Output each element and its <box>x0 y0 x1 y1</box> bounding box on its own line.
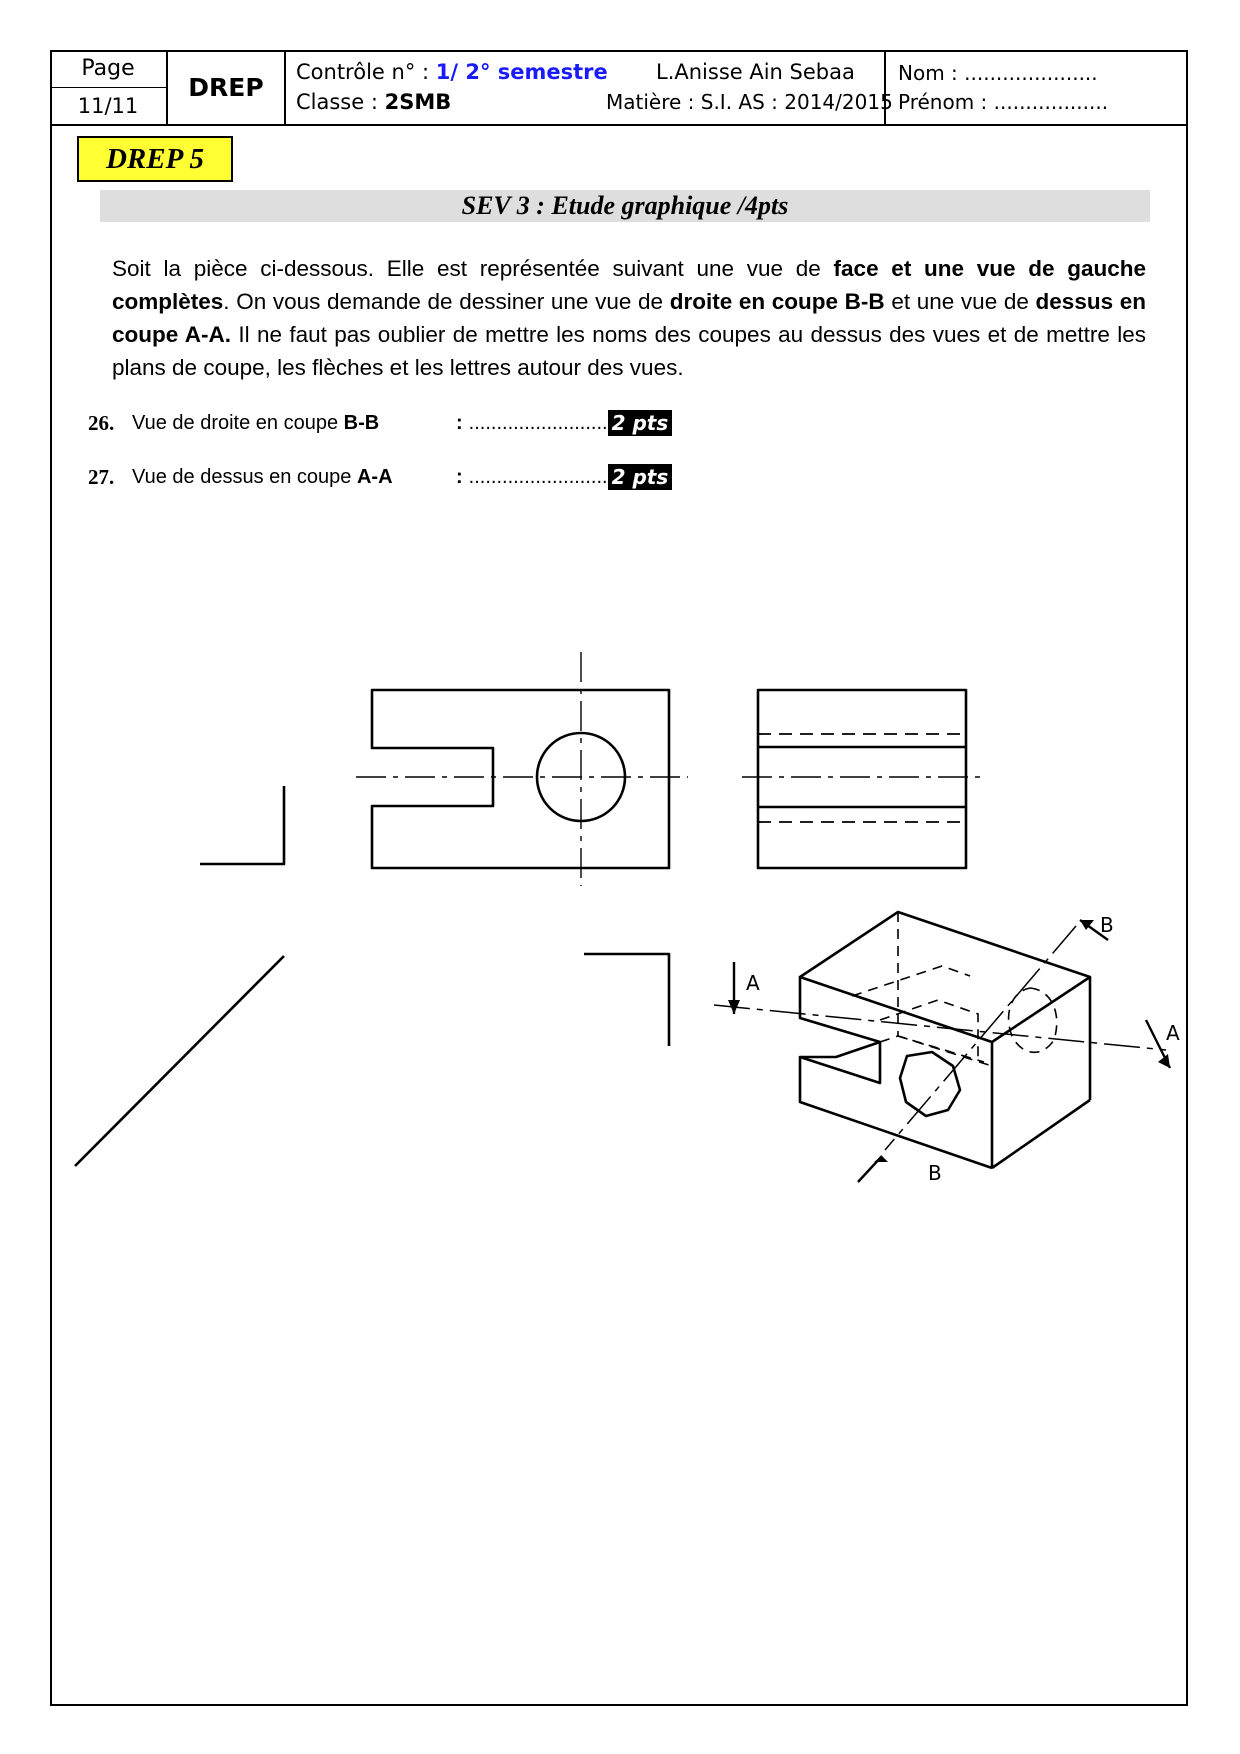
answer-dots: ......................... <box>468 411 608 434</box>
section-label-b-top: B <box>1100 913 1114 937</box>
page-number: 11/11 <box>77 94 139 118</box>
section-title: SEV 3 : Etude graphique /4pts <box>100 190 1150 222</box>
intro-text-2: . On vous demande de dessiner une vue de <box>223 289 670 314</box>
teacher-name: L.Anisse Ain Sebaa <box>656 60 855 84</box>
construction-corner-left <box>200 786 284 864</box>
controle-label: Contrôle n° : <box>296 60 436 84</box>
section-plane-b <box>885 926 1076 1150</box>
page-label: Page <box>50 50 166 88</box>
intro-bold-2: droite en coupe B-B <box>669 289 885 314</box>
prenom-field: Prénom : .................. <box>898 90 1109 114</box>
classe-value: 2SMB <box>384 90 452 114</box>
intro-text-3: et une vue de <box>884 289 1036 314</box>
matiere-line: Matière : S.I. AS : 2014/2015 <box>606 90 893 114</box>
answer-dots: ......................... <box>468 465 608 488</box>
isometric-hidden <box>852 912 1057 1066</box>
construction-corner-right <box>584 954 669 1046</box>
isometric-view <box>800 912 1090 1168</box>
drep-badge: DREP 5 <box>77 136 233 182</box>
left-view-outline <box>758 690 966 868</box>
question-section: B-B <box>343 411 380 434</box>
question-label: Vue de droite en coupe <box>132 411 344 434</box>
question-section: A-A <box>356 465 393 488</box>
classe-label: Classe : <box>296 90 385 114</box>
question-colon: : <box>456 411 463 434</box>
section-label-a-left: A <box>746 971 760 995</box>
doc-code: DREP <box>168 50 286 124</box>
controle-value: 1/ 2° semestre <box>435 60 608 84</box>
nom-field: Nom : ..................... <box>898 61 1098 85</box>
intro-text-1: Soit la pièce ci-dessous. Elle est représentée suivant une vue de <box>112 256 834 281</box>
intro-text-4: Il ne faut pas oublier de mettre les noms des coupes au dessus des vues et de mettre les plans de coupe, les flèches et les lettres autour des vues. <box>112 322 1146 380</box>
question-label: Vue de dessus en coupe <box>132 465 357 488</box>
intro-bold-1: face et une vue de gauche complètes <box>112 256 1146 314</box>
intro-bold-3: dessus en coupe A-A. <box>112 289 1146 347</box>
question-number: 27. <box>88 464 115 489</box>
question-colon: : <box>456 465 463 488</box>
section-plane-a <box>714 1005 1166 1050</box>
arrowhead <box>874 1156 888 1162</box>
construction-diagonal <box>75 956 284 1166</box>
points-badge: 2 pts <box>608 464 673 490</box>
section-label-a-right: A <box>1166 1021 1180 1045</box>
points-badge: 2 pts <box>608 410 673 436</box>
question-number: 26. <box>88 410 115 435</box>
section-label-b-bottom: B <box>928 1161 942 1185</box>
